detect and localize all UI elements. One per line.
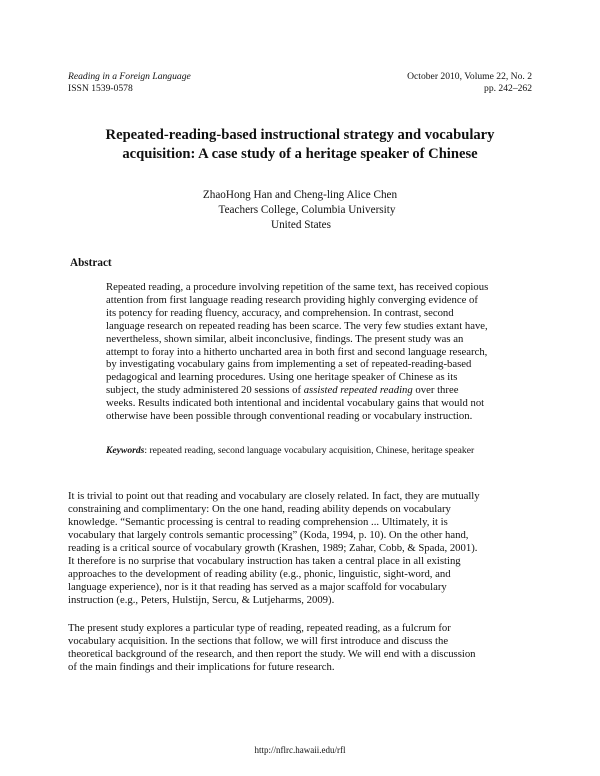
abstract-line: attention from first language reading research providing highly converging evidence of bbox=[106, 293, 478, 306]
keywords bbox=[106, 445, 536, 457]
keywords-label: Keywords bbox=[106, 445, 145, 456]
abstract-line: weeks. Results indicated both intentional and incidental vocabulary gains that would not bbox=[106, 397, 485, 410]
abstract-line: its potency for reading fluency, accuracy, and comprehension. In contrast, second bbox=[106, 306, 454, 319]
body-line: The present study explores a particular type of reading, repeated reading, as a fulcrum for bbox=[68, 622, 451, 634]
abstract-line: Repeated reading, a procedure involving repetition of the same text, has received copious bbox=[106, 281, 489, 293]
paper-title bbox=[60, 126, 540, 164]
running-header-right bbox=[407, 71, 532, 95]
abstract-line-head: subject, the study administered 20 sessions of bbox=[106, 384, 304, 397]
abstract-line-tail: over three bbox=[412, 384, 459, 397]
author-names: ZhaoHong Han and Cheng-ling Alice Chen bbox=[202, 189, 398, 201]
abstract-line: language research on repeated reading has been scarce. The very few studies extant have, bbox=[106, 319, 488, 332]
body-line: language experience), nor is it that reading has served as a major scaffold for vocabulary bbox=[68, 581, 447, 593]
keywords-text: : repeated reading, second language vocabulary acquisition, Chinese, heritage speaker bbox=[144, 445, 475, 456]
abstract-line: otherwise have been possible through conventional reading or vocabulary instruction. bbox=[106, 410, 473, 423]
abstract-line: nevertheless, shown similar, albeit inconclusive, findings. The present study was an bbox=[106, 332, 464, 345]
body-line: It therefore is no surprise that vocabulary instruction has taken a central place in all existing bbox=[68, 555, 461, 567]
body-line: instruction (e.g., Peters, Hulstijn, Sercu, & Lutjeharms, 2009). bbox=[68, 594, 335, 606]
running-header-left bbox=[68, 71, 191, 95]
body-paragraph-2 bbox=[68, 622, 538, 674]
abstract-line: attempt to foray into a hitherto uncharted area in both first and second language research, bbox=[106, 345, 488, 358]
title-line: Repeated-reading-based instructional strategy and vocabulary bbox=[105, 127, 495, 143]
emphasized-term: assisted repeated reading bbox=[303, 384, 413, 397]
abstract-line: pedagogical and learning procedures. Using one heritage speaker of Chinese as its bbox=[106, 371, 458, 384]
author-affiliation: Teachers College, Columbia University bbox=[218, 204, 396, 216]
body-line: reading is a critical source of vocabulary growth (Krashen, 1989; Zahar, Cobb, & Spada, 2001). bbox=[68, 542, 478, 554]
body-line: of the main findings and their implications for future research. bbox=[68, 661, 335, 673]
author-country: United States bbox=[271, 219, 331, 231]
page-range: pp. 242–262 bbox=[484, 83, 532, 94]
issue-info: October 2010, Volume 22, No. 2 bbox=[407, 71, 532, 82]
body-line: vocabulary that largely controls semantic processing” (Koda, 1994, p. 10). On the other hand, bbox=[68, 529, 469, 541]
abstract-line: by investigating vocabulary gains from implementing a set of repeated-reading-based bbox=[106, 358, 472, 371]
body-paragraph-1 bbox=[68, 490, 538, 607]
issn: ISSN 1539-0578 bbox=[68, 83, 133, 94]
body-line: constraining and complimentary: On the one hand, reading ability depends on vocabulary bbox=[68, 503, 451, 515]
title-line: acquisition: A case study of a heritage speaker of Chinese bbox=[122, 146, 478, 162]
body-line: vocabulary acquisition. In the sections that follow, we will first introduce and discuss the bbox=[68, 635, 449, 647]
journal-name: Reading in a Foreign Language bbox=[68, 71, 191, 82]
abstract-heading: Abstract bbox=[70, 257, 112, 269]
footer-url[interactable]: http://nflrc.hawaii.edu/rfl bbox=[254, 745, 346, 755]
abstract-body bbox=[106, 281, 526, 423]
body-line: approaches to the development of reading ability (e.g., phonic, linguistic, sight-word, and bbox=[68, 568, 451, 580]
body-line: It is trivial to point out that reading and vocabulary are closely related. In fact, they are mutually bbox=[68, 490, 480, 502]
abstract-line bbox=[106, 384, 526, 397]
body-line: knowledge. “Semantic processing is central to reading comprehension ... Ultimately, it is bbox=[68, 516, 448, 528]
body-line: theoretical background of the research, and then report the study. We will end with a discussion bbox=[68, 648, 476, 660]
author-block bbox=[100, 188, 500, 233]
